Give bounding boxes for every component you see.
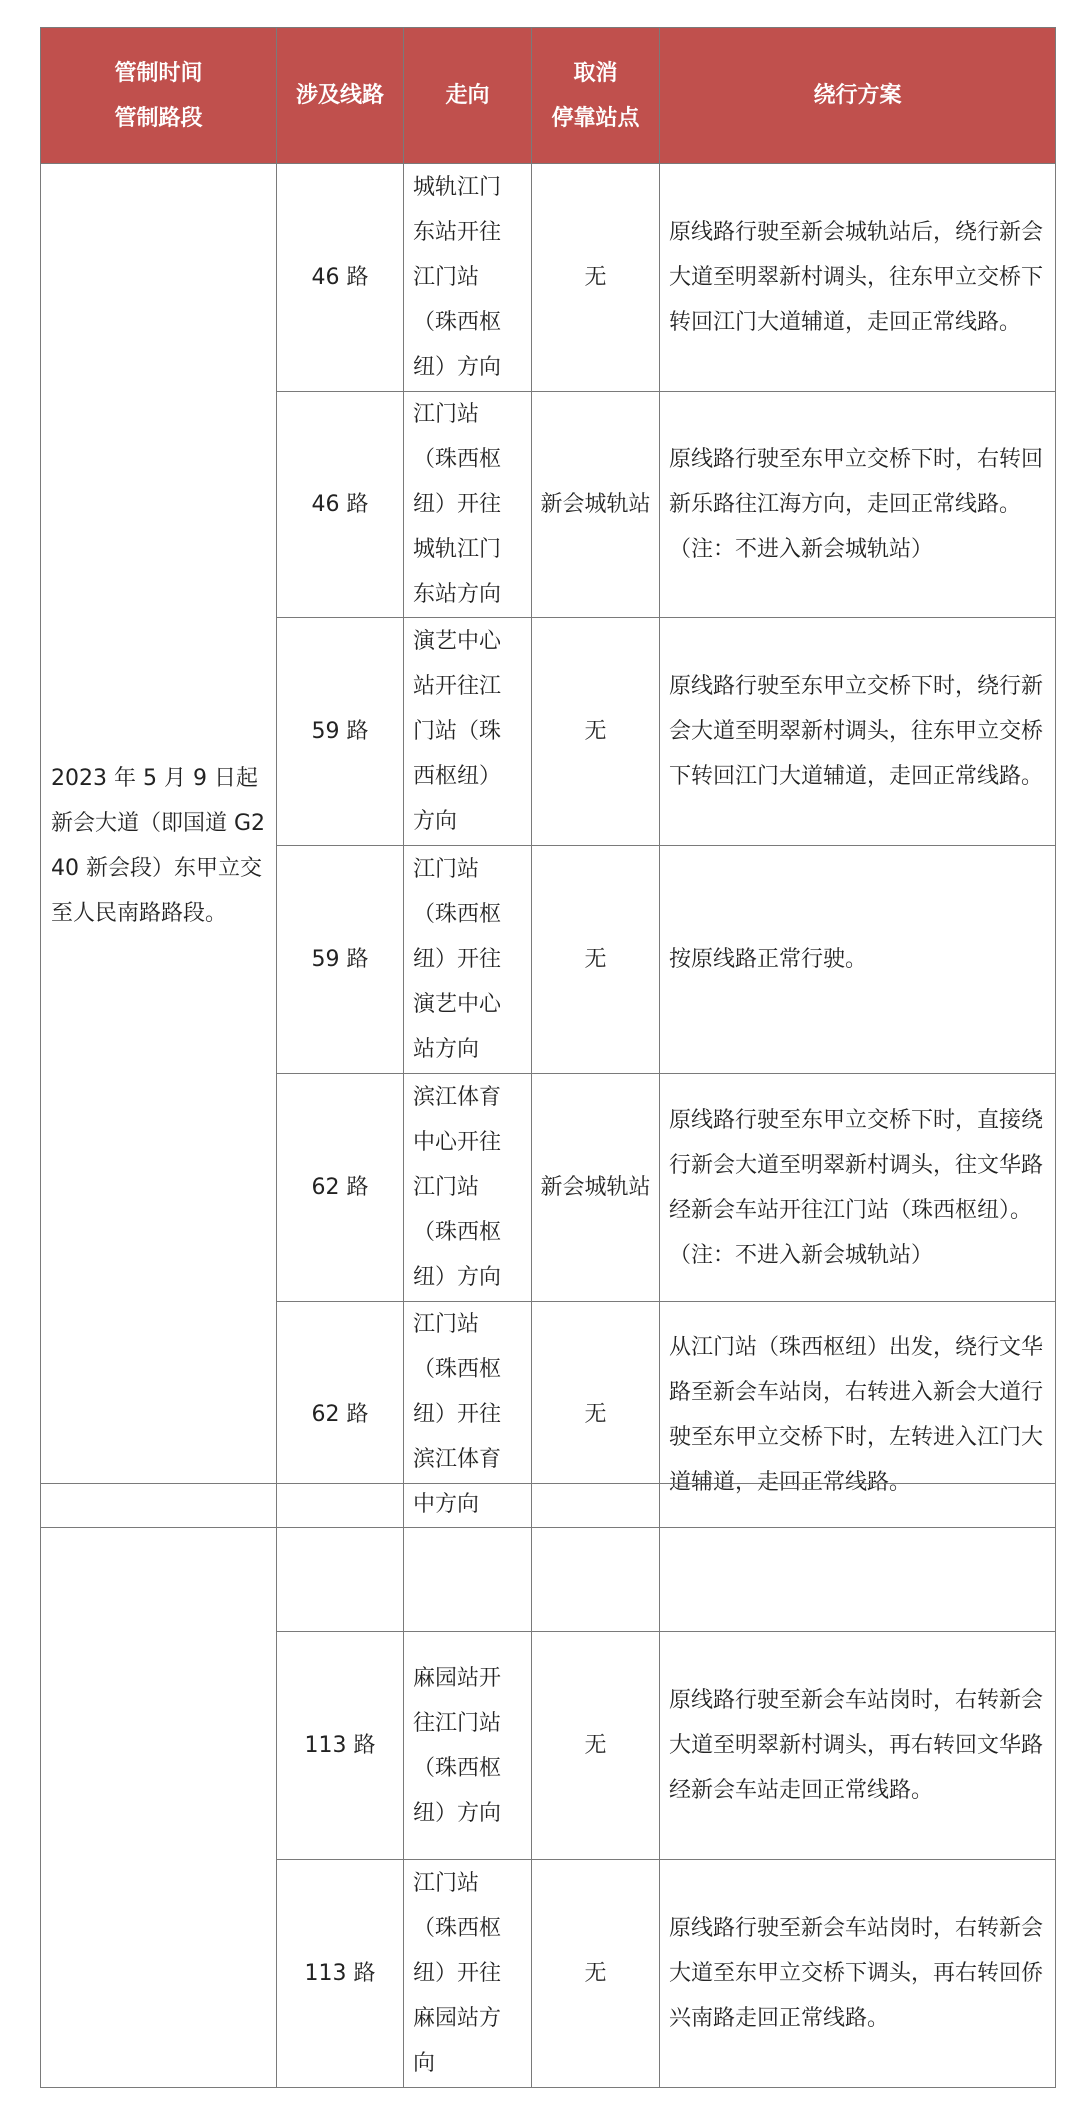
direction-cell: 滨江体育中心开往江门站（珠西枢纽）方向 xyxy=(404,1074,532,1302)
header-cancel xyxy=(532,28,660,164)
detour-plan-cell: 按原线路正常行驶。 xyxy=(660,846,1056,1074)
cancelled-stop-cell: 无 xyxy=(532,1302,660,1528)
detour-plan-cell: 原线路行驶至新会车站岗时，右转新会大道至明翠新村调头，再右转回文华路经新会车站走回正常线路。 xyxy=(660,1632,1056,1860)
cancelled-stop-cell: 无 xyxy=(532,846,660,1074)
detour-plan-cell: 原线路行驶至新会城轨站后，绕行新会大道至明翠新村调头，往东甲立交桥下转回江门大道辅道，走回正常线路。 xyxy=(660,164,1056,392)
empty-cell xyxy=(404,1484,532,1632)
cancelled-stop-cell: 无 xyxy=(532,618,660,846)
header-period-line2: 管制路段 xyxy=(114,105,203,131)
bus-detour-table-continued xyxy=(40,1483,1056,2088)
direction-cell: 麻园站开往江门站（珠西枢纽）方向 xyxy=(404,1632,532,1860)
control-period-cell-empty xyxy=(41,1484,277,2088)
direction-cell: 江门站（珠西枢纽）开往城轨江门东站方向 xyxy=(404,392,532,618)
detour-plan-cell: 从江门站（珠西枢纽）出发，绕行文华路至新会车站岗，右转进入新会大道行驶至东甲立交桥下时，左转进入江门大道辅道，走回正常线路。 xyxy=(660,1302,1056,1528)
route-cell: 113 路 xyxy=(277,1860,404,2088)
route-cell: 113 路 xyxy=(277,1632,404,1860)
cancelled-stop-cell: 无 xyxy=(532,1632,660,1860)
header-cancel-line1: 取消 xyxy=(573,60,618,86)
empty-cell xyxy=(660,1484,1056,1632)
direction-cell: 演艺中心站开往江门站（珠西枢纽）方向 xyxy=(404,618,532,846)
table-row xyxy=(41,164,1056,392)
route-cell: 62 路 xyxy=(277,1302,404,1528)
header-plan: 绕行方案 xyxy=(660,28,1056,164)
direction-cell: 城轨江门东站开往江门站（珠西枢纽）方向 xyxy=(404,164,532,392)
bus-detour-table xyxy=(40,27,1056,1528)
cancelled-stop-cell: 无 xyxy=(532,164,660,392)
route-cell: 46 路 xyxy=(277,164,404,392)
detour-plan-cell: 原线路行驶至东甲立交桥下时，右转回新乐路往江海方向，走回正常线路。（注：不进入新会城轨站） xyxy=(660,392,1056,618)
table-header-row xyxy=(41,28,1056,164)
route-cell: 46 路 xyxy=(277,392,404,618)
detour-plan-cell: 原线路行驶至东甲立交桥下时，直接绕行新会大道至明翠新村调头，往文华路经新会车站开往江门站（珠西枢纽）。（注：不进入新会城轨站） xyxy=(660,1074,1056,1302)
route-cell: 59 路 xyxy=(277,618,404,846)
direction-cell: 江门站（珠西枢纽）开往滨江体育中方向 xyxy=(404,1302,532,1528)
header-direction: 走向 xyxy=(404,28,532,164)
cancelled-stop-cell: 新会城轨站 xyxy=(532,1074,660,1302)
direction-cell: 江门站（珠西枢纽）开往演艺中心站方向 xyxy=(404,846,532,1074)
route-cell: 62 路 xyxy=(277,1074,404,1302)
control-period-cell: 2023 年 5 月 9 日起新会大道（即国道 G240 新会段）东甲立交至人民南路路段。 xyxy=(41,164,277,1528)
empty-cell xyxy=(532,1484,660,1632)
cancelled-stop-cell: 新会城轨站 xyxy=(532,392,660,618)
blank-row xyxy=(41,1484,1056,1632)
header-cancel-line2: 停靠站点 xyxy=(551,105,640,131)
header-period xyxy=(41,28,277,164)
cancelled-stop-cell: 无 xyxy=(532,1860,660,2088)
empty-cell xyxy=(277,1484,404,1632)
direction-cell: 江门站（珠西枢纽）开往麻园站方向 xyxy=(404,1860,532,2088)
header-period-line1: 管制时间 xyxy=(114,60,203,86)
header-route: 涉及线路 xyxy=(277,28,404,164)
route-cell: 59 路 xyxy=(277,846,404,1074)
detour-plan-cell: 原线路行驶至新会车站岗时，右转新会大道至东甲立交桥下调头，再右转回侨兴南路走回正常线路。 xyxy=(660,1860,1056,2088)
detour-plan-cell: 原线路行驶至东甲立交桥下时，绕行新会大道至明翠新村调头，往东甲立交桥下转回江门大道辅道，走回正常线路。 xyxy=(660,618,1056,846)
